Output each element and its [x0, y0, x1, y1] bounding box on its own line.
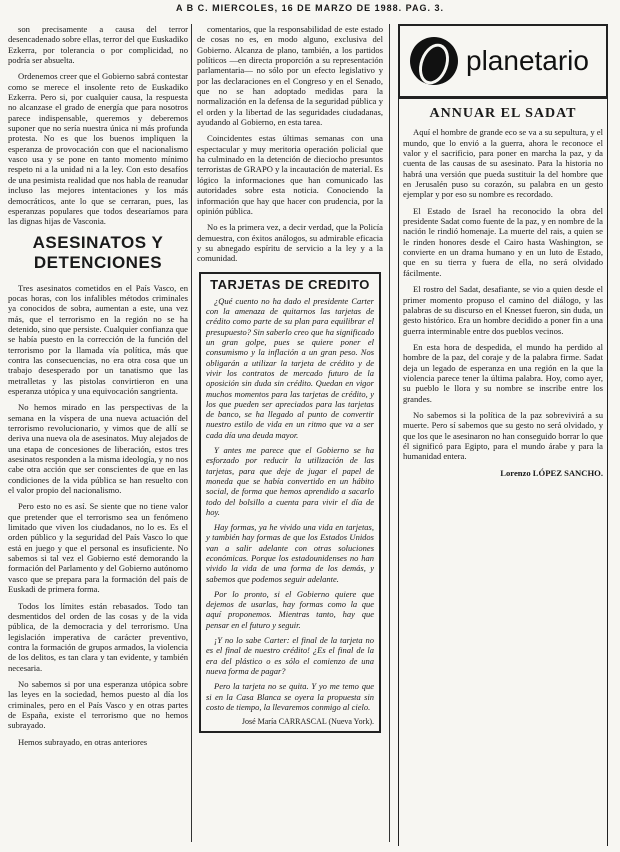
section-heading: ASESINATOS Y DETENCIONES	[32, 232, 164, 272]
column-divider	[389, 24, 390, 842]
box-title: TARJETAS DE CREDITO	[210, 276, 370, 292]
paragraph: Pero la tarjeta no se quita. Y yo me temo que si en la Casa Blanca se oyera la propuesta sin costo de tiempo, la llevaremos conmigo al cielo.	[206, 681, 374, 712]
page-header: A B C. MIERCOLES, 16 DE MARZO DE 1988. PAG. 3.	[175, 3, 445, 13]
paragraph: No es la primera vez, a decir verdad, que la Policía demuestra, con éxitos análogos, su admirable eficacia y su abnegado espíritu de servicio a la ley y a la comunidad.	[197, 222, 383, 264]
column-editorial	[8, 24, 188, 846]
paragraph: No sabemos si la política de la paz sobrevivirá a su muerte. Pero sí sabemos que su gesto no será olvidado, y que los que le asesinaron no han conseguido borrar lo que él significó para Egipto, para el mundo árabe y para la humanidad entera.	[403, 409, 603, 462]
paragraph: ¡Y no lo sabe Carter: el final de la tarjeta no es el final de nuestro crédito! ¿Es el final de la era del plástico o es sólo el comienzo de una nueva forma de pagar?	[206, 635, 374, 676]
paragraph: Tres asesinatos cometidos en el País Vasco, en pocas horas, con los infalibles métodos criminales ya conocidos de sobra, aumentan a este, una vez más, que el terrorismo en la región no se ha detenido, sino que persiste. Cualquier confianza que se había puesto en la corrección de la función del terrorismo por la llamada vía política, más que contra las consecuencias, no era otra cosa que un trabajo desesperado por un tanatismo que las metralletas y las pistolas convirtieron en una esperanza utópica y una equivocación sangrienta.	[8, 282, 188, 396]
paragraph: No sabemos si por una esperanza utópica sobre las leyes en la sociedad, hemos puesto al día los criminales, pero en el País Vasco y en otras partes de España, existe el terrorismo que no hemos subrayado.	[8, 678, 188, 731]
paragraph: ¿Qué cuento no ha dado el presidente Carter con la amenaza de quitarnos las tarjetas de crédito como parte de su plan para equilibrar el presupuesto? Sin saberlo creo que ha significado un gran golpe, pues se quiere poner el consumismo y la inflación a un gran peso. Nos obligarán a utilizar la tarjeta de crédito y de vivir los contratos de mercado futuro de la oposición sin duda sin crédito. Quedan en vigor muchos momentos para las tarjetas de crédito, y los que pueden ser apreciados para las tarjetas de banco, se ha llegado al punto de convertir nuestro estilo de vida en un ritmo que va a ser cada día una deuda mayor.	[206, 295, 374, 440]
boxed-article	[199, 272, 381, 734]
paragraph: No hemos mirado en las perspectivas de la semana en la víspera de una nueva actuación del terrorismo revolucionario, y vimos que de allí se deriva una nueva ola de asesinatos. Muy alejados de una etapa de concesiones de liberación, estos tres asesinatos responden a la misma ideología, y no nos cabe otra acción que ser conscientes de que en las condiciones de la vida pública se han resuelto con el valor propio del nacionalismo.	[8, 402, 188, 496]
paragraph: Todos los límites están rebasados. Todo tan desmentidos del orden de las cosas y de la vida pública, de la democracia y del terrorismo. Una legislación imperativa de carácter preventivo, contra la formación de grupos armados, la violencia de los delitos, es tan clara y tan evidente, y también necesaria.	[8, 600, 188, 673]
column-divider	[191, 24, 192, 842]
paragraph: Hay formas, ya he vivido una vida en tarjetas, y también hay formas de que los Estados Unidos van a salir adelante con otras soluciones económicas. Porque los estadounidenses no han vivido la vida de una forma de los demás, y sabemos que podemos seguir adelante.	[206, 522, 374, 584]
column-middle	[197, 24, 383, 846]
paragraph: comentarios, que la responsabilidad de este estado de cosas no es, en modo alguno, exclusiva del Gobierno. Alcanza de plano, también, a los partidos políticos —en directa proporción a su representación parlamentaria— no sólo por un efecto legislativo y por las declaraciones en el Congreso y en el Senado, que no se han adoptado medidas para la normalización en la defensa de la seguridad pública y el orden y la libertad de las seguridades ciudadanas, ayudando al Gobierno, en esta tarea.	[197, 24, 383, 128]
paragraph: Por lo pronto, si el Gobierno quiere que dejemos de usarlas, hay formas como la que aquí proponemos. Mientras tanto, hay que pensar en el futuro y seguir.	[206, 588, 374, 630]
planetario-logo	[398, 24, 608, 98]
paragraph: Y antes me parece que el Gobierno se ha esforzado por reducir la utilización de las tarjetas, para que deje de jugar el papel de moneda que se había convertido en un hábito social, de forma que hemos aprendido a sacarlo todo del bolsillo a cuenta para vivir el día de hoy.	[206, 445, 374, 517]
box-signature: José María CARRASCAL (Nueva York).	[241, 717, 374, 727]
paragraph: El rostro del Sadat, desafiante, se vio a quien desde el primer momento propuso el camino del diálogo, y las palabras de su discurso en el Knesset fueron, sin duda, un gesto histórico. Era un hombre decidido a poner fin a una guerra interminable entre dos pueblos vecinos.	[403, 284, 603, 336]
paragraph: son precisamente a causa del terror desencadenado sobre ellas, terror del que Euskadiko Ezkerra, por tolerancia o por complicidad, no podría ser absuelta.	[8, 24, 188, 66]
paragraph: Aquí el hombre de grande eco se va a su sepultura, y el mundo, que lo envió a la guerra, ahora le reconoce el valor y el sacrificio, para poner en marcha la paz, y da cuenta de las causas de su asesinato. Para la historia no habrá una versión que pueda sustituir la del hombre que en Jerusalén puso su corazón, su palabra en un gesto ejemplar y por eso su nombre es recordado.	[403, 127, 603, 200]
planet-icon	[410, 37, 458, 85]
paragraph: Ordenemos creer que el Gobierno sabrá contestar como se merece el insolente reto de Euskadiko Ezkerra. Pero si, por cualquier causa, la respuesta no alcanzase el grado de energía que para nosotros parece indispensable, queremos y deberemos suponer que no sería nuestra única ni más profunda protesta. No es que los buenos impliquen la esperanza de provocación con que el nacionalismo vasco usa y se pone en tanto momento mínimo respeto ni a la unidad ni a la ley. Con esto desafíos de una pesimista realidad que nos habla de reanudar incluso las mejores intentaciones y los más democráticos, ante lo que se cerraran, pues, las esperanzas populares que todos desearíamos para las dignas hijas de Vasconia.	[8, 71, 188, 227]
column-planetario	[396, 24, 610, 846]
logo-text: planetario	[466, 44, 589, 76]
paragraph: Pero esto no es así. Se siente que no tiene valor que pretender que el terrorismo sea un fenómeno limitado que viven los ciudadanos, no lo es. Es el orden público y la seguridad del País Vasco lo que está en juego y que el personal es insuficiente. No sabemos si tal vez el Gobierno esté demorando la formación del Parlamento y del Gobierno autónomo vasco que se prepara para la formación del país de Euskadi de primera forma.	[8, 501, 188, 595]
paragraph: Hemos subrayado, en otras anteriores	[18, 736, 148, 747]
author-signature: Lorenzo LÓPEZ SANCHO.	[500, 467, 603, 478]
article-heading: ANNUAR EL SADAT	[429, 106, 577, 121]
paragraph: El Estado de Israel ha reconocido la obra del presidente Sadat como fuente de la paz, y en nombre de la nación le rindió homenaje. La muerte del rais, a quien se le rinden honores desde el Cairo hasta Washington, se convierte en un drama humano y en un luto de Estado, que en su tierra y fuera de ella, no será olvidado fácilmente.	[403, 205, 603, 278]
paragraph: En esta hora de despedida, el mundo ha perdido al hombre de la paz, del coraje y de la palabra firme. Sadat deja un legado de esperanza en una región en la que la violencia parece tener la última palabra. Hoy, como ayer, su pueblo le llora y su nombre se inscribe entre los grandes.	[403, 341, 603, 404]
planetario-article	[398, 98, 608, 846]
paragraph: Coincidentes estas últimas semanas con una espectacular y muy meritoria operación policial que ha culminado en la detención de dieciocho presuntos terroristas de GRAPO y la incautación de material. Es lógico la informaciones que han comunicado las autoridades sobre esta noticia. Conociendo la información que hay que hacer con prudencia, por la opinión pública.	[197, 133, 383, 216]
